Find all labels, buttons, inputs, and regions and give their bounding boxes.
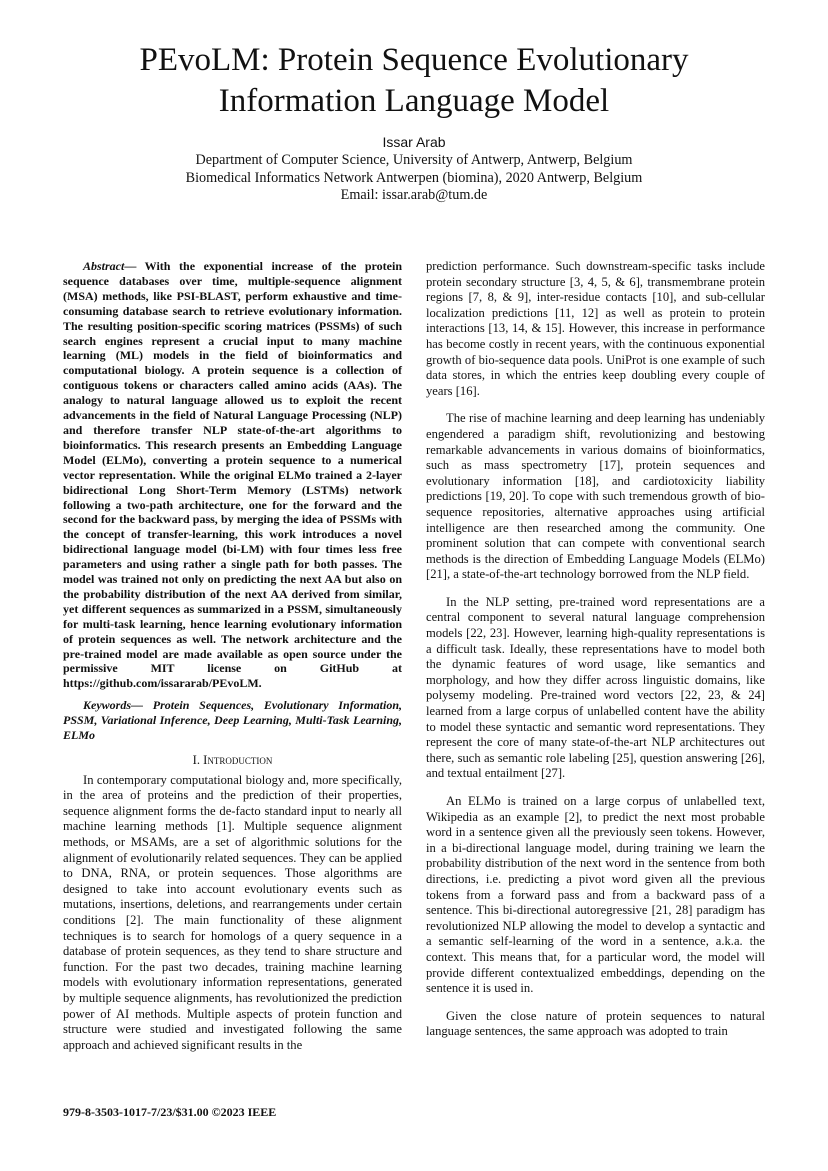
section-heading-introduction (63, 753, 402, 769)
affiliation-1: Department of Computer Science, University of Antwerp, Antwerp, Belgium (195, 152, 633, 168)
section-number: I. (192, 753, 200, 767)
author-block (60, 133, 768, 205)
abstract-lead: Abstract (83, 259, 125, 273)
keywords: Keywords— Protein Sequences, Evolutionary Information, PSSM, Variational Inference, Deep Learning, Multi-Task Learning, ELMo (63, 698, 402, 743)
title-line-2: Information Language Model (218, 83, 610, 119)
abstract (63, 259, 402, 691)
paper-title (60, 40, 768, 122)
body-paragraph-3: In the NLP setting, pre-trained word representations are a central component to several natural language comprehension models [22, 23]. However, learning high-quality representations is a difficult task. Ideally, these representations have to model both the dynamic features of word usage, like semantics and morphology, and how they differ across linguistic domains, like polysemy modeling. Pre-trained word vectors [22, 23, & 24] learned from a large corpus of unlabelled content have the ability to model these syntactic and semantic word representations. They represent the core of many state-of-the-art NLP architectures out there, such as semantic role labeling [25], question answering [26], and textual entailment [27]. (426, 594, 765, 781)
author-email: Email: issar.arab@tum.de (340, 187, 488, 204)
copyright-footer: 979-8-3503-1017-7/23/$31.00 ©2023 IEEE (63, 1105, 277, 1119)
body-paragraph-2: The rise of machine learning and deep learning has undeniably engendered a paradigm shift, revolutionizing and bestowing remarkable advancements in various domains of bioinformatics, such as mass spectrometry [17], protein sequences and evolutionary information [18], and cardiotoxicity liability predictions [19, 20]. To cope with such tremendous growth of bio-sequence repositories, alternative approaches using artificial intelligence are then researched among the community. One prominent solution that can compete with conventional search methods is the direction of Embedding Language Models (ELMo) [21], a state-of-the-art technology borrowed from the NLP field. (426, 411, 765, 582)
abstract-text: — With the exponential increase of the protein sequence databases over time, multiple-sequence alignment (MSA) methods, like PSI-BLAST, perform exhaustive and time-consuming database search to retrieve evolutionary information. The resulting position-specific scoring matrices (PSSMs) of such search engines represent a crucial input to many machine learning (ML) models in the field of bioinformatics and computational biology. A protein sequence is a collection of contiguous tokens or characters called amino acids (AAs). The analogy to natural language allowed us to exploit the recent advancements in the field of Natural Language Processing (NLP) and therefore transfer NLP state-of-the-art algorithms to bioinformatics. This research presents an Embedding Language Model (ELMo), converting a protein sequence to a numerical vector representation. While the original ELMo trained a 2-layer bidirectional Long Short-Term Memory (LSTMs) network following a two-path architecture, one for the forward and the second for the backward pass, by merging the idea of PSSMs with the concept of transfer-learning, this work introduces a novel bidirectional language model (bi-LM) with four times less free parameters and using rather a single path for both passes. The model was trained not only on predicting the next AA but also on the probability distribution of the next AA derived from similar, yet different sequences as summarized in a PSSM, simultaneously for multi-task learning, hence learning evolutionary information of protein sequences as well. The network architecture and the pre-trained model are made available as open source under the permissive MIT license on GitHub at https://github.com/issararab/PEvoLM. (63, 259, 402, 691)
body-paragraph-4: An ELMo is trained on a large corpus of unlabelled text, Wikipedia as an example [2], to predict the next most probable word in a sentence given all the previously seen tokens. However, in a bi-directional language model, during training we learn the probability distribution of the next word in the sentence from both directions, i.e. predicting a pivot word given all the previous tokens from a forward pass and from a backward pass of a sentence. This bi-directional autoregressive [21, 28] paradigm has revolutionized NLP allowing the model to develop a syntactic and a semantic self-learning of the word in a sentence, a.k.a. the context. This means that, for a particular word, the model will provide different contextualized embeddings, depending on the sentence it is used in. (426, 794, 765, 996)
body-paragraph-continued: prediction performance. Such downstream-specific tasks include protein secondary structure [3, 4, 5, & 6], transmembrane protein regions [7, 8, & 9], inter-residue contacts [10], and sub-cellular localization predictions [11, 12] as well as protein to protein interactions [13, 14, & 15]. However, this increase in performance has become costly in recent years, with the continuous exponential growth of bio-sequence data pools. UniProt is one example of such data stores, in which the entries keep doubling every couple of years [16]. (426, 259, 765, 398)
left-column (63, 259, 402, 1053)
title-line-1: PEvoLM: Protein Sequence Evolutionary (139, 42, 689, 78)
intro-paragraph-1: In contemporary computational biology and, more specifically, in the area of proteins and the prediction of their properties, sequence alignment forms the de-facto standard input to nearly all machine learning methods [1]. Multiple sequence alignment methods, or MSAMs, are a set of algorithmic solutions for the alignment of evolutionarily related sequences. They can be applied to DNA, RNA, or protein sequences. Those algorithms are designed to take into account evolutionary events such as mutations, insertions, deletions, and rearrangements under certain conditions [2]. The main functionality of these alignment techniques is to search for homologs of a query sequence in a database of protein sequences, as they tend to share structure and function. For the past two decades, training machine learning models with evolutionary information representations, generated by multiple sequence alignments, has revolutionized the prediction power of AI methods. Multiple aspects of protein function and structure were studied and investigated following the same approach and achieved significant results in the (63, 772, 402, 1052)
right-column (426, 259, 765, 1040)
section-title: Introduction (203, 753, 273, 767)
affiliation-2: Biomedical Informatics Network Antwerpen (biomina), 2020 Antwerp, Belgium (185, 169, 643, 186)
body-paragraph-5: Given the close nature of protein sequences to natural language sentences, the same approach was adopted to train (426, 1008, 765, 1039)
author-name: Issar Arab (382, 134, 446, 150)
